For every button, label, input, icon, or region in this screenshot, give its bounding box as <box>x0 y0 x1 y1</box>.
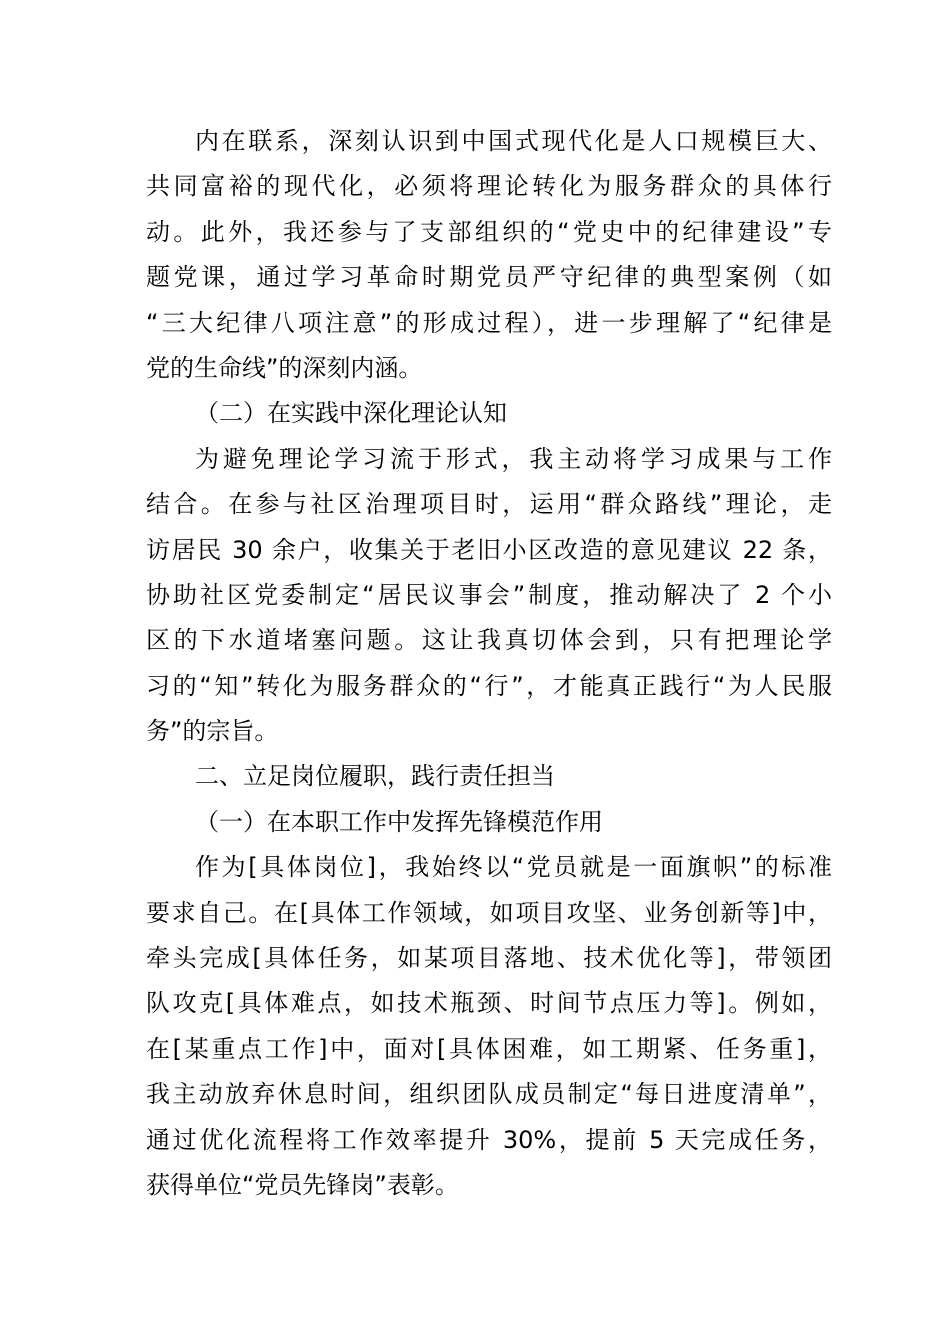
section-heading: （二）在实践中深化理论认知 <box>195 399 507 428</box>
paragraph-line: 内在联系，深刻认识到中国式现代化是人口规模巨大、 <box>195 127 832 155</box>
paragraph-line: 在[某重点工作]中，面对[具体困难，如工期紧、任务重]， <box>146 1034 832 1063</box>
paragraph-line: 通过优化流程将工作效率提升 30%，提前 5 天完成任务， <box>146 1125 832 1154</box>
document-body <box>146 119 832 1208</box>
paragraph-line: 队攻克[具体难点，如技术瓶颈、时间节点压力等]。例如， <box>146 989 832 1018</box>
section-heading: （一）在本职工作中发挥先锋模范作用 <box>195 807 603 836</box>
paragraph-line: 为避免理论学习流于形式，我主动将学习成果与工作 <box>195 444 832 473</box>
paragraph-line: 要求自己。在[具体工作领域，如项目攻坚、业务创新等]中， <box>146 898 832 927</box>
paragraph-line: 牵头完成[具体任务，如某项目落地、技术优化等]，带领团 <box>146 944 832 973</box>
paragraph-line: 结合。在参与社区治理项目时，运用“群众路线”理论，走 <box>146 490 832 519</box>
paragraph-line: 党的生命线”的深刻内涵。 <box>146 353 423 382</box>
chapter-heading: 二、立足岗位履职，践行责任担当 <box>195 762 555 791</box>
paragraph-line: 我主动放弃休息时间，组织团队成员制定“每日进度清单”， <box>146 1080 832 1109</box>
paragraph-line: 动。此外，我还参与了支部组织的“党史中的纪律建设”专 <box>146 217 832 246</box>
paragraph-line: 题党课，通过学习革命时期党员严守纪律的典型案例（如 <box>146 263 832 292</box>
paragraph-line: 务”的宗旨。 <box>146 717 279 746</box>
paragraph-line: 协助社区党委制定“居民议事会”制度，推动解决了 2 个小 <box>146 580 832 609</box>
paragraph-line: 共同富裕的现代化，必须将理论转化为服务群众的具体行 <box>146 172 832 201</box>
paragraph-line: “三大纪律八项注意”的形成过程），进一步理解了“纪律是 <box>146 308 832 337</box>
paragraph-line: 访居民 30 余户，收集关于老旧小区改造的意见建议 22 条， <box>146 535 832 564</box>
paragraph-line: 区的下水道堵塞问题。这让我真切体会到，只有把理论学 <box>146 626 832 655</box>
paragraph-line: 习的“知”转化为服务群众的“行”，才能真正践行“为人民服 <box>146 671 832 700</box>
paragraph-line: 作为[具体岗位]，我始终以“党员就是一面旗帜”的标准 <box>195 853 832 882</box>
paragraph-line: 获得单位“党员先锋岗”表彰。 <box>146 1170 459 1199</box>
